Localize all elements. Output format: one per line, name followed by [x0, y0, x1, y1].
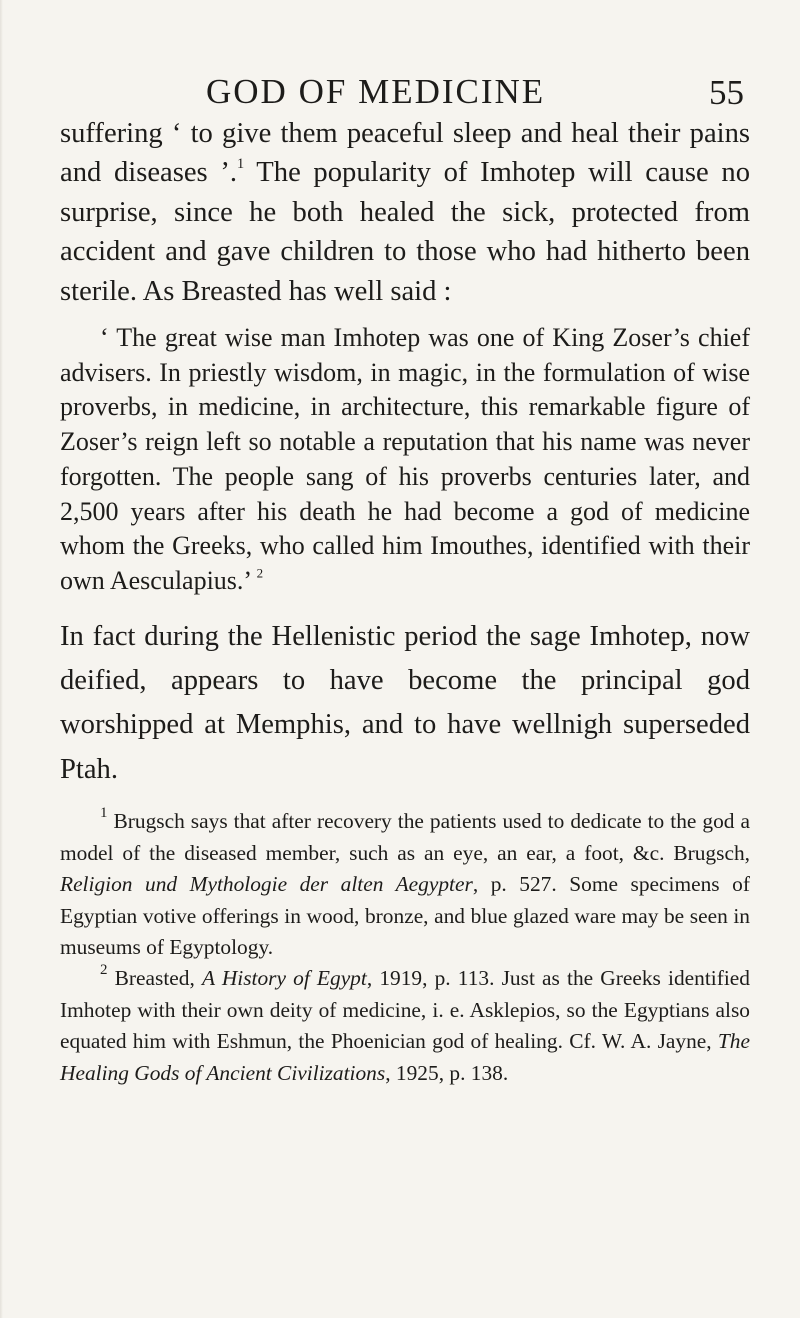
paragraph-intro — [60, 114, 750, 311]
footnote-1-text-b: , p. 527. Some specimens of Egyptian votive offerings in wood, bronze, and blue glazed ware may be seen in museums of Egyptology. — [60, 872, 750, 959]
block-quote-text: ‘ The great wise man Imhotep was one of King Zoser’s chief advisers. In priestly wisdom, in magic, in the formulation of wise proverbs, in medicine, in architecture, this remarkable figure of Zoser’s reign left so notable a reputation that his name was never forgotten. The people sang of his proverbs centuries later, and 2,500 years after his death he had become a god of medicine whom the Greeks, who called him Imouthes, identified with their own Aesculapius.’ — [60, 323, 750, 595]
page-header — [60, 72, 750, 112]
footnote-2 — [60, 963, 750, 1089]
footnote-1-marker: 1 — [100, 805, 108, 822]
body-text — [60, 114, 750, 1089]
footnotes — [60, 806, 750, 1089]
paragraph-intro-text-2: The popularity of Imhotep will cause no surprise, since he both healed the sick, protected from accident and gave children to those who had hitherto been sterile. As Breasted has well said : — [60, 157, 750, 307]
footnote-2-title-2: The Healing Gods of Ancient Civilizations — [60, 1029, 750, 1085]
block-quote — [60, 321, 750, 599]
page-edge-shadow — [0, 0, 3, 1318]
paragraph-hellenistic: In fact during the Hellenistic period the sage Imhotep, now deified, appears to have become the principal god worshipped at Memphis, and to have wellnigh superseded Ptah. — [60, 620, 750, 785]
footnote-ref-2: 2 — [256, 565, 264, 581]
paragraph-intro-text-1: suffering ‘ to give them peaceful sleep and heal their pains and diseases ’. — [60, 118, 750, 189]
footnote-2-text-a: Breasted, — [107, 966, 202, 991]
footnote-1 — [60, 806, 750, 963]
footnote-1-text-a: Brugsch says that after recovery the patients used to dedicate to the god a model of the diseased member, such as an eye, an ear, a foot, &c. Brugsch, — [60, 809, 750, 865]
footnote-2-marker: 2 — [100, 962, 108, 979]
running-head: GOD OF MEDICINE — [206, 72, 546, 111]
footnote-ref-1: 1 — [237, 156, 245, 173]
footnote-2-title-1: A History of Egypt — [201, 966, 367, 991]
footnote-2-text-c: , 1925, p. 138. — [385, 1060, 509, 1085]
footnote-1-title: Religion und Mythologie der alten Aegypter — [60, 872, 473, 897]
page-number: 55 — [709, 73, 744, 112]
footnote-2-text-b: , 1919, p. 113. Just as the Greeks identified Imhotep with their own deity of medicine, i. e. Asklepios, so the Egyptians also equated him with Eshmun, the Phoenician god of healing. Cf. W. A. Jayne, — [60, 966, 750, 1054]
